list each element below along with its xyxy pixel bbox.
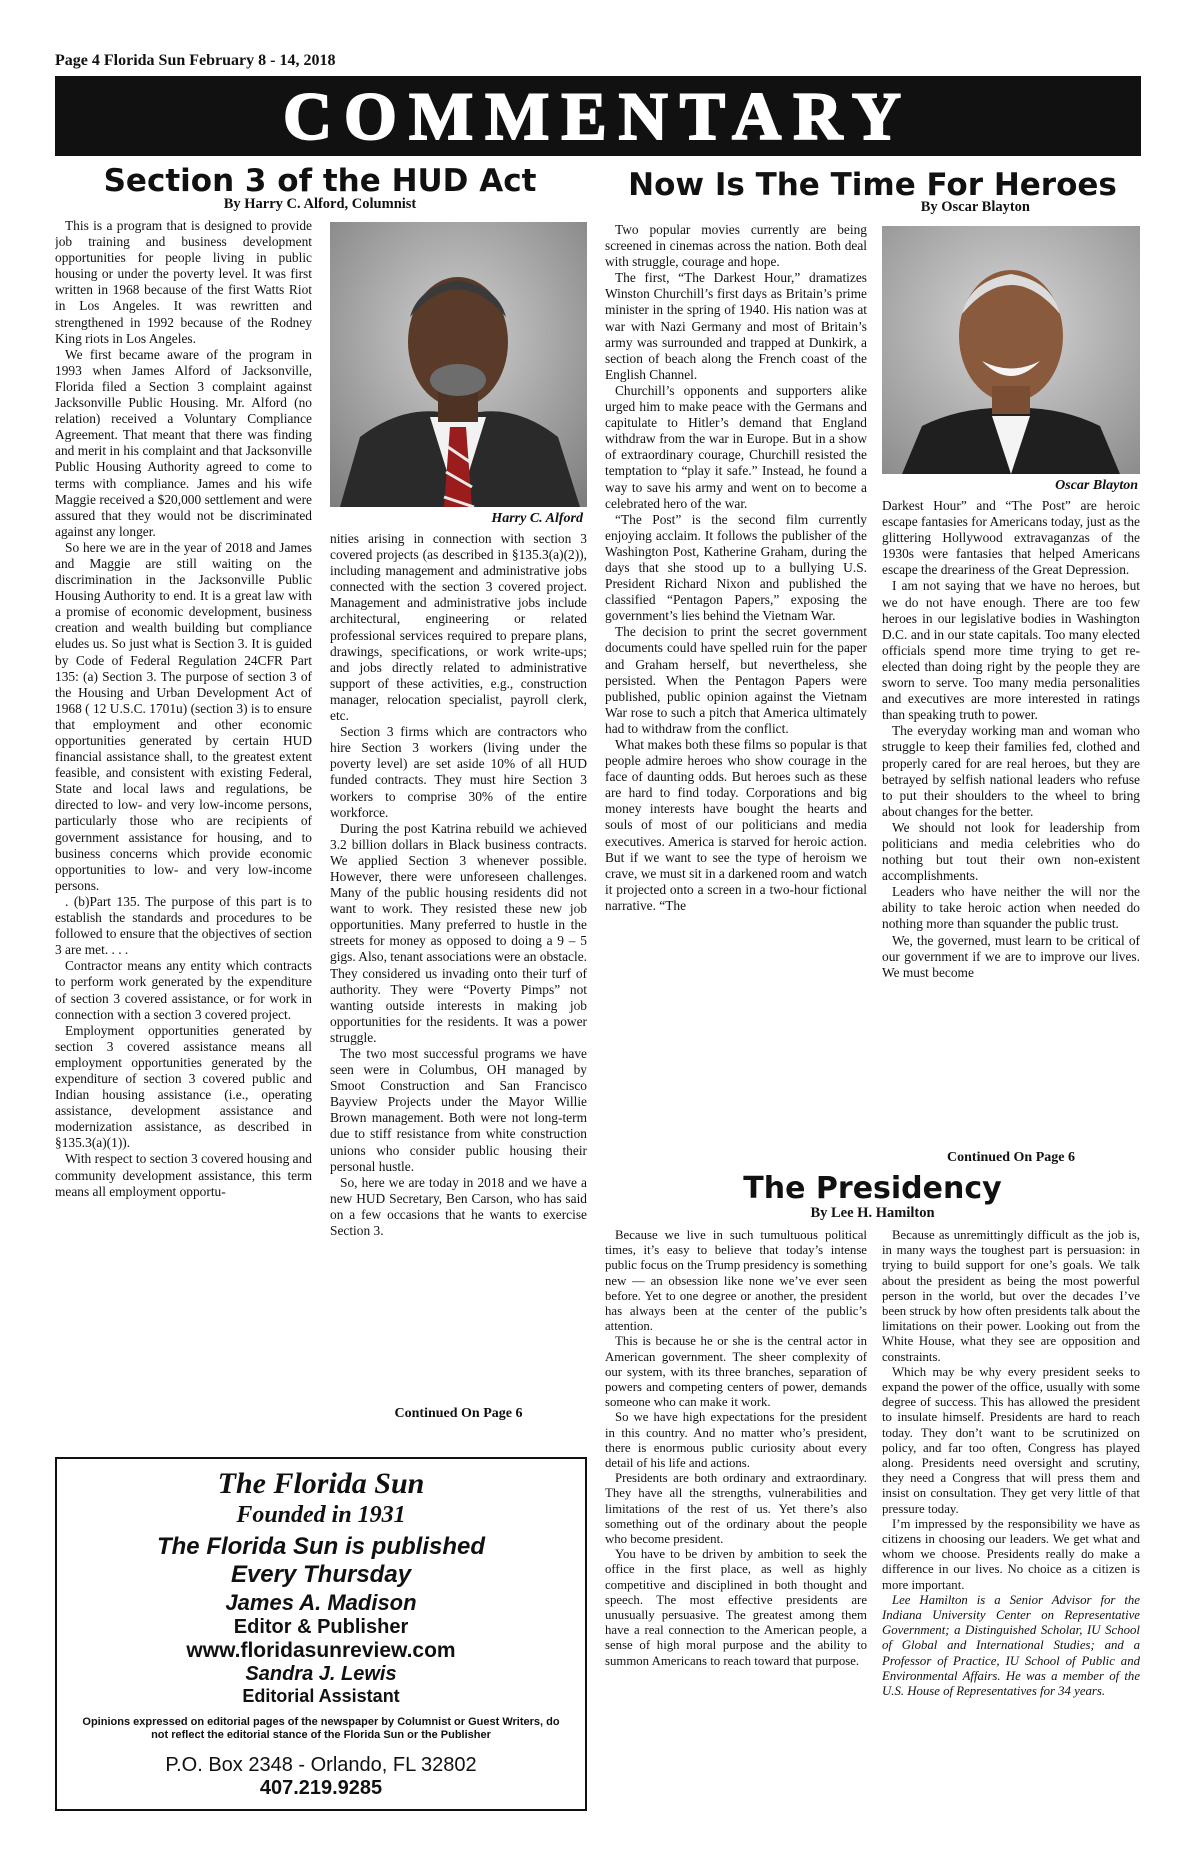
paragraph: What makes both these films so popular is that people admire heroes who show courage in the face of daunting odds. But heroes such as these are hard to find today. Corporations and big money interests have bought the hearts and souls of most of our politicians and media executives. America is starved for heroic action. But if we want to see the type of heroism we crave, we must sit in a darkened room and watch it projected onto a screen in a two-hour fictional narrative. “The <box>605 737 867 913</box>
paragraph: You have to be driven by ambition to seek the office in the first place, as well as highly competitive and disciplined in both thought and speech. The most effective presidents are unusually persuasive. The greatest among them have a real connection to the American people, a sense of high moral purpose and the ability to summon Americans to reach toward that purpose. <box>605 1547 867 1668</box>
section-banner <box>55 76 1141 156</box>
harry-alford-photo <box>330 222 587 507</box>
paragraph: nities arising in connection with section 3 covered projects (as described in §135.3(a)(2)), including management and administrative jobs connected with the section 3 covered project. Management and administrative jobs include architectural, engineering or related professional services required to prepare plans, drawings, specifications, or work write-ups; and jobs directly related to administrative support of these activities, e.g., construction manager, relocation specialist, payroll clerk, etc. <box>330 531 587 724</box>
author-bio: Lee Hamilton is a Senior Advisor for the Indiana University Center on Representative Government; a Distinguished Scholar, IU School of Global and International Studies; and a Professor of Practice, IU School of Public and Environmental Affairs. He was a member of the U.S. House of Representatives for 34 years. <box>882 1592 1140 1699</box>
article2-column-1 <box>605 222 867 1177</box>
paragraph: Because we live in such tumultuous political times, it’s easy to believe that today’s intense public focus on the Trump presidency is something new — an obsession like none we’ve ever seen before. Yet to one degree or another, the president has always been at the center of the public’s attention. <box>605 1228 867 1334</box>
oscar-blayton-photo <box>882 226 1140 474</box>
masthead-editor-name: James A. Madison <box>225 1590 417 1616</box>
paragraph: So here we are in the year of 2018 and James and Maggie are still waiting on the discrimination in the Jacksonville Public Housing Authority to end. It is a great law with a promise of economic development, business creation and wealth building but compliance eludes us. So just what is Section 3. It is guided by Code of Federal Regulation 24CFR Part 135: (a) Section 3. The purpose of section 3 of the Housing and Urban Development Act of 1968 ( 12 U.S.C. 1701u) (section 3) is to ensure that employment and other economic opportunities generated by certain HUD financial assistance shall, to the greatest extent feasible, and consistent with existing Federal, State and local laws and regulations, be directed to low- and very low-income persons, particularly those who are recipients of government assistance for housing, and to business concerns which provide economic opportunities to low- and very low-income persons. <box>55 539 312 893</box>
article1-column-1 <box>55 218 312 1413</box>
masthead-disclaimer: Opinions expressed on editorial pages of the newspaper by Columnist or Guest Writers, do not reflect the editorial stance of the Florida Sun or the Publisher <box>82 1716 560 1742</box>
paragraph: Churchill’s opponents and supporters alike urged him to make peace with the Germans and capitulate to Hitler’s demand that England withdraw from the war in Europe. But in a show of extraordinary courage, Churchill resisted the temptation to “play it safe.” Instead, he found a way to save his army and went on to become a celebrated hero of the war. <box>605 382 867 511</box>
article3-column-1 <box>605 1228 867 1813</box>
article3-headline: The Presidency <box>743 1171 1002 1206</box>
section-banner-title: COMMENTARY <box>282 77 914 154</box>
paragraph: With respect to section 3 covered housing and community development assistance, this term means all employment opportu- <box>55 1151 312 1199</box>
masthead-assistant-name: Sandra J. Lewis <box>245 1662 397 1685</box>
paragraph: Leaders who have neither the will nor the ability to take heroic action when needed do nothing more than squander the public trust. <box>882 884 1140 932</box>
paragraph: We, the governed, must learn to be critical of our government if we are to improve our lives. We must become <box>882 932 1140 980</box>
paragraph: The decision to print the secret government documents could have spelled ruin for the paper and Graham herself, but nevertheless, she persisted. When the Pentagon Papers were published, public opinion against the Vietnam War rose to such a pitch that America ultimately had to withdraw from the conflict. <box>605 624 867 736</box>
paragraph: Two popular movies currently are being screened in cinemas across the nation. Both deal with struggle, courage and hope. <box>605 222 867 270</box>
paragraph: The first, “The Darkest Hour,” dramatizes Winston Churchill’s first days as Britain’s prime minister in the spring of 1940. His nation was at war with Nazi Germany and most of Britain’s army was surrounded and trapped at Dunkirk, a section of beach along the French coast of the English Channel. <box>605 270 867 382</box>
masthead-founded: Founded in 1931 <box>236 1501 406 1528</box>
article2-column-2 <box>882 498 1140 1178</box>
article1-continued: Continued On Page 6 <box>394 1406 523 1421</box>
masthead-assistant-title: Editorial Assistant <box>242 1685 400 1706</box>
article2-continued: Continued On Page 6 <box>947 1150 1075 1165</box>
paragraph: Which may be why every president seeks to expand the power of the office, usually with some degree of success. This has allowed the president to insulate himself. Presidents are hard to reach today. They don’t want to be scrutinized on policy, and far too often, Congress has played along. Presidents need oversight and scrutiny, they need a Congress that will press them and insist on consultation. They get very little of that pressure today. <box>882 1364 1140 1516</box>
paragraph: So we have high expectations for the president in this country. And no matter who’s president, there is enormous public curiosity about every detail of his life and actions. <box>605 1410 867 1471</box>
masthead-phone: 407.219.9285 <box>259 1776 383 1799</box>
masthead-address: P.O. Box 2348 - Orlando, FL 32802 <box>165 1753 477 1776</box>
portrait-image <box>882 226 1140 474</box>
paragraph: Section 3 firms which are contractors who hire Section 3 workers (living under the poverty level) are set aside 10% of all HUD funded contracts. They must hire Section 3 workers to comprise 30% of the entire workforce. <box>330 724 587 820</box>
paragraph: We should not look for leadership from politicians and media celebrities who do nothing but tout their own non-existent accomplishments. <box>882 819 1140 884</box>
masthead-box <box>55 1457 587 1811</box>
article3-column-2 <box>882 1228 1140 1813</box>
paragraph: “The Post” is the second film currently enjoying acclaim. It follows the publisher of the Washington Post, Katherine Graham, during the days that she stood up to a bullying U.S. President Richard Nixon and published the classified “Pentagon Papers,” exposing the government’s lies behind the Vietnam War. <box>605 511 867 624</box>
paragraph: I am not saying that we have no heroes, but we do not have enough. There are too few heroes in our legislative bodies in Washington D.C. and in our state capitals. Too many elected officials spend more time trying to get re-elected than doing right by the people they are sworn to serve. Too many media personalities and executives are more interested in ratings than speaking truth to power. <box>882 578 1140 723</box>
paragraph: During the post Katrina rebuild we achieved 3.2 billion dollars in Black business contracts. We applied Section 3 whenever possible. However, there were unforeseen challenges. Many of the public housing residents did not want to work. They resisted these new job opportunities. Many preferred to hustle in the streets for money as opposed to doing a 9 – 5 gigs. Also, tenant associations were an obstacle. They considered us invading onto their turf of authority. They were “Poverty Pimps” not wanting outside interests in making job opportunities for the residents. It was a power struggle. <box>330 820 587 1045</box>
paragraph: Contractor means any entity which contracts to perform work generated by the expenditure of section 3 covered assistance, or for work in connection with a section 3 covered project. <box>55 958 312 1022</box>
paragraph: The everyday working man and woman who struggle to keep their families fed, clothed and properly cared for are real heroes, but they are betrayed by selfish national leaders who refuse to put their shoulders to the wheel to bring about changes for the better. <box>882 723 1140 819</box>
article2-headline: Now Is The Time For Heroes <box>628 167 1117 203</box>
paragraph: So, here we are today in 2018 and we have a new HUD Secretary, Ben Carson, who has said on a few occasions that he wants to exercise Section 3. <box>330 1174 587 1239</box>
article1-byline: By Harry C. Alford, Columnist <box>223 196 417 212</box>
masthead-name: The Florida Sun <box>217 1467 425 1500</box>
portrait-image <box>330 222 587 507</box>
paragraph: Presidents are both ordinary and extraordinary. They have all the strengths, vulnerabilities and limitations of the rest of us. Yet there’s also something out of the ordinary about the people who become president. <box>605 1471 867 1547</box>
masthead-published-line2: Every Thursday <box>230 1560 412 1588</box>
paragraph: We first became aware of the program in 1993 when James Alford of Jacksonville, Florida filed a Section 3 complaint against Jacksonville Public Housing. Mr. Alford (no relation) received a Voluntary Compliance Agreement. That meant that there was finding and merit in his complaint and that Jacksonville Public Housing Authority agreed to come to terms with compliance. James and his wife Maggie received a $20,000 settlement and were assured that they would not be discriminated against any longer. <box>55 346 312 539</box>
masthead-published-line1: The Florida Sun is published <box>156 1533 486 1561</box>
paragraph: Employment opportunities generated by section 3 covered assistance means all employment opportunities generated by the expenditure of section 3 covered public and Indian housing assistance (i.e., operating assistance, development assistance and modernization assistance, as described in §135.3(a)(1)). <box>55 1022 312 1151</box>
masthead-website: www.floridasunreview.com <box>186 1638 456 1662</box>
article1-headline: Section 3 of the HUD Act <box>103 163 537 199</box>
article3-byline: By Lee H. Hamilton <box>810 1205 935 1221</box>
harry-alford-photo-caption: Harry C. Alford <box>491 511 583 526</box>
paragraph: . (b)Part 135. The purpose of this part is to establish the standards and procedures to be followed to ensure that the objectives of section 3 are met. . . . <box>55 893 312 958</box>
oscar-blayton-photo-caption: Oscar Blayton <box>1055 478 1138 493</box>
masthead-editor-title: Editor & Publisher <box>233 1615 409 1638</box>
page-folio: Page 4 Florida Sun February 8 - 14, 2018 <box>55 52 336 69</box>
article1-column-2 <box>330 531 587 1406</box>
article2-byline: By Oscar Blayton <box>920 199 1030 215</box>
paragraph: Because as unremittingly difficult as the job is, in many ways the toughest part is persuasion: in trying to build support for one’s goals. We talk about the president as being the most powerful person in the world, but over the decades I’ve been struck by how often presidents talk about the limitations on their power. Looking out from the White House, what they see are opposition and constraints. <box>882 1228 1140 1364</box>
paragraph: I’m impressed by the responsibility we have as citizens in choosing our leaders. We get what and whom we choose. Presidents really do make a difference in our lives. No choice as a citizen is more important. <box>882 1516 1140 1592</box>
paragraph: Darkest Hour” and “The Post” are heroic escape fantasies for Americans today, just as the glittering Hollywood extravaganzas of the 1930s were fantasies that helped Americans escape the dreariness of the Great Depression. <box>882 498 1140 578</box>
paragraph: The two most successful programs we have seen were in Columbus, OH managed by Smoot Construction and San Francisco Bayview Projects under the Mayor Willie Brown management. Both were not long-term due to stiff resistance from white construction unions who consider public housing their personal hustle. <box>330 1046 587 1174</box>
paragraph: This is because he or she is the central actor in American government. The sheer complexity of our system, with its three branches, separation of powers and competing centers of power, demands someone who can make it work. <box>605 1334 867 1410</box>
paragraph: This is a program that is designed to provide job training and business development opportunities for people living in public housing or under the poverty level. It was first written in 1968 because of the first Watts Riot in Los Angeles. It was rewritten and strengthened in 1992 because of the Rodney King riots in Los Angeles. <box>55 218 312 346</box>
